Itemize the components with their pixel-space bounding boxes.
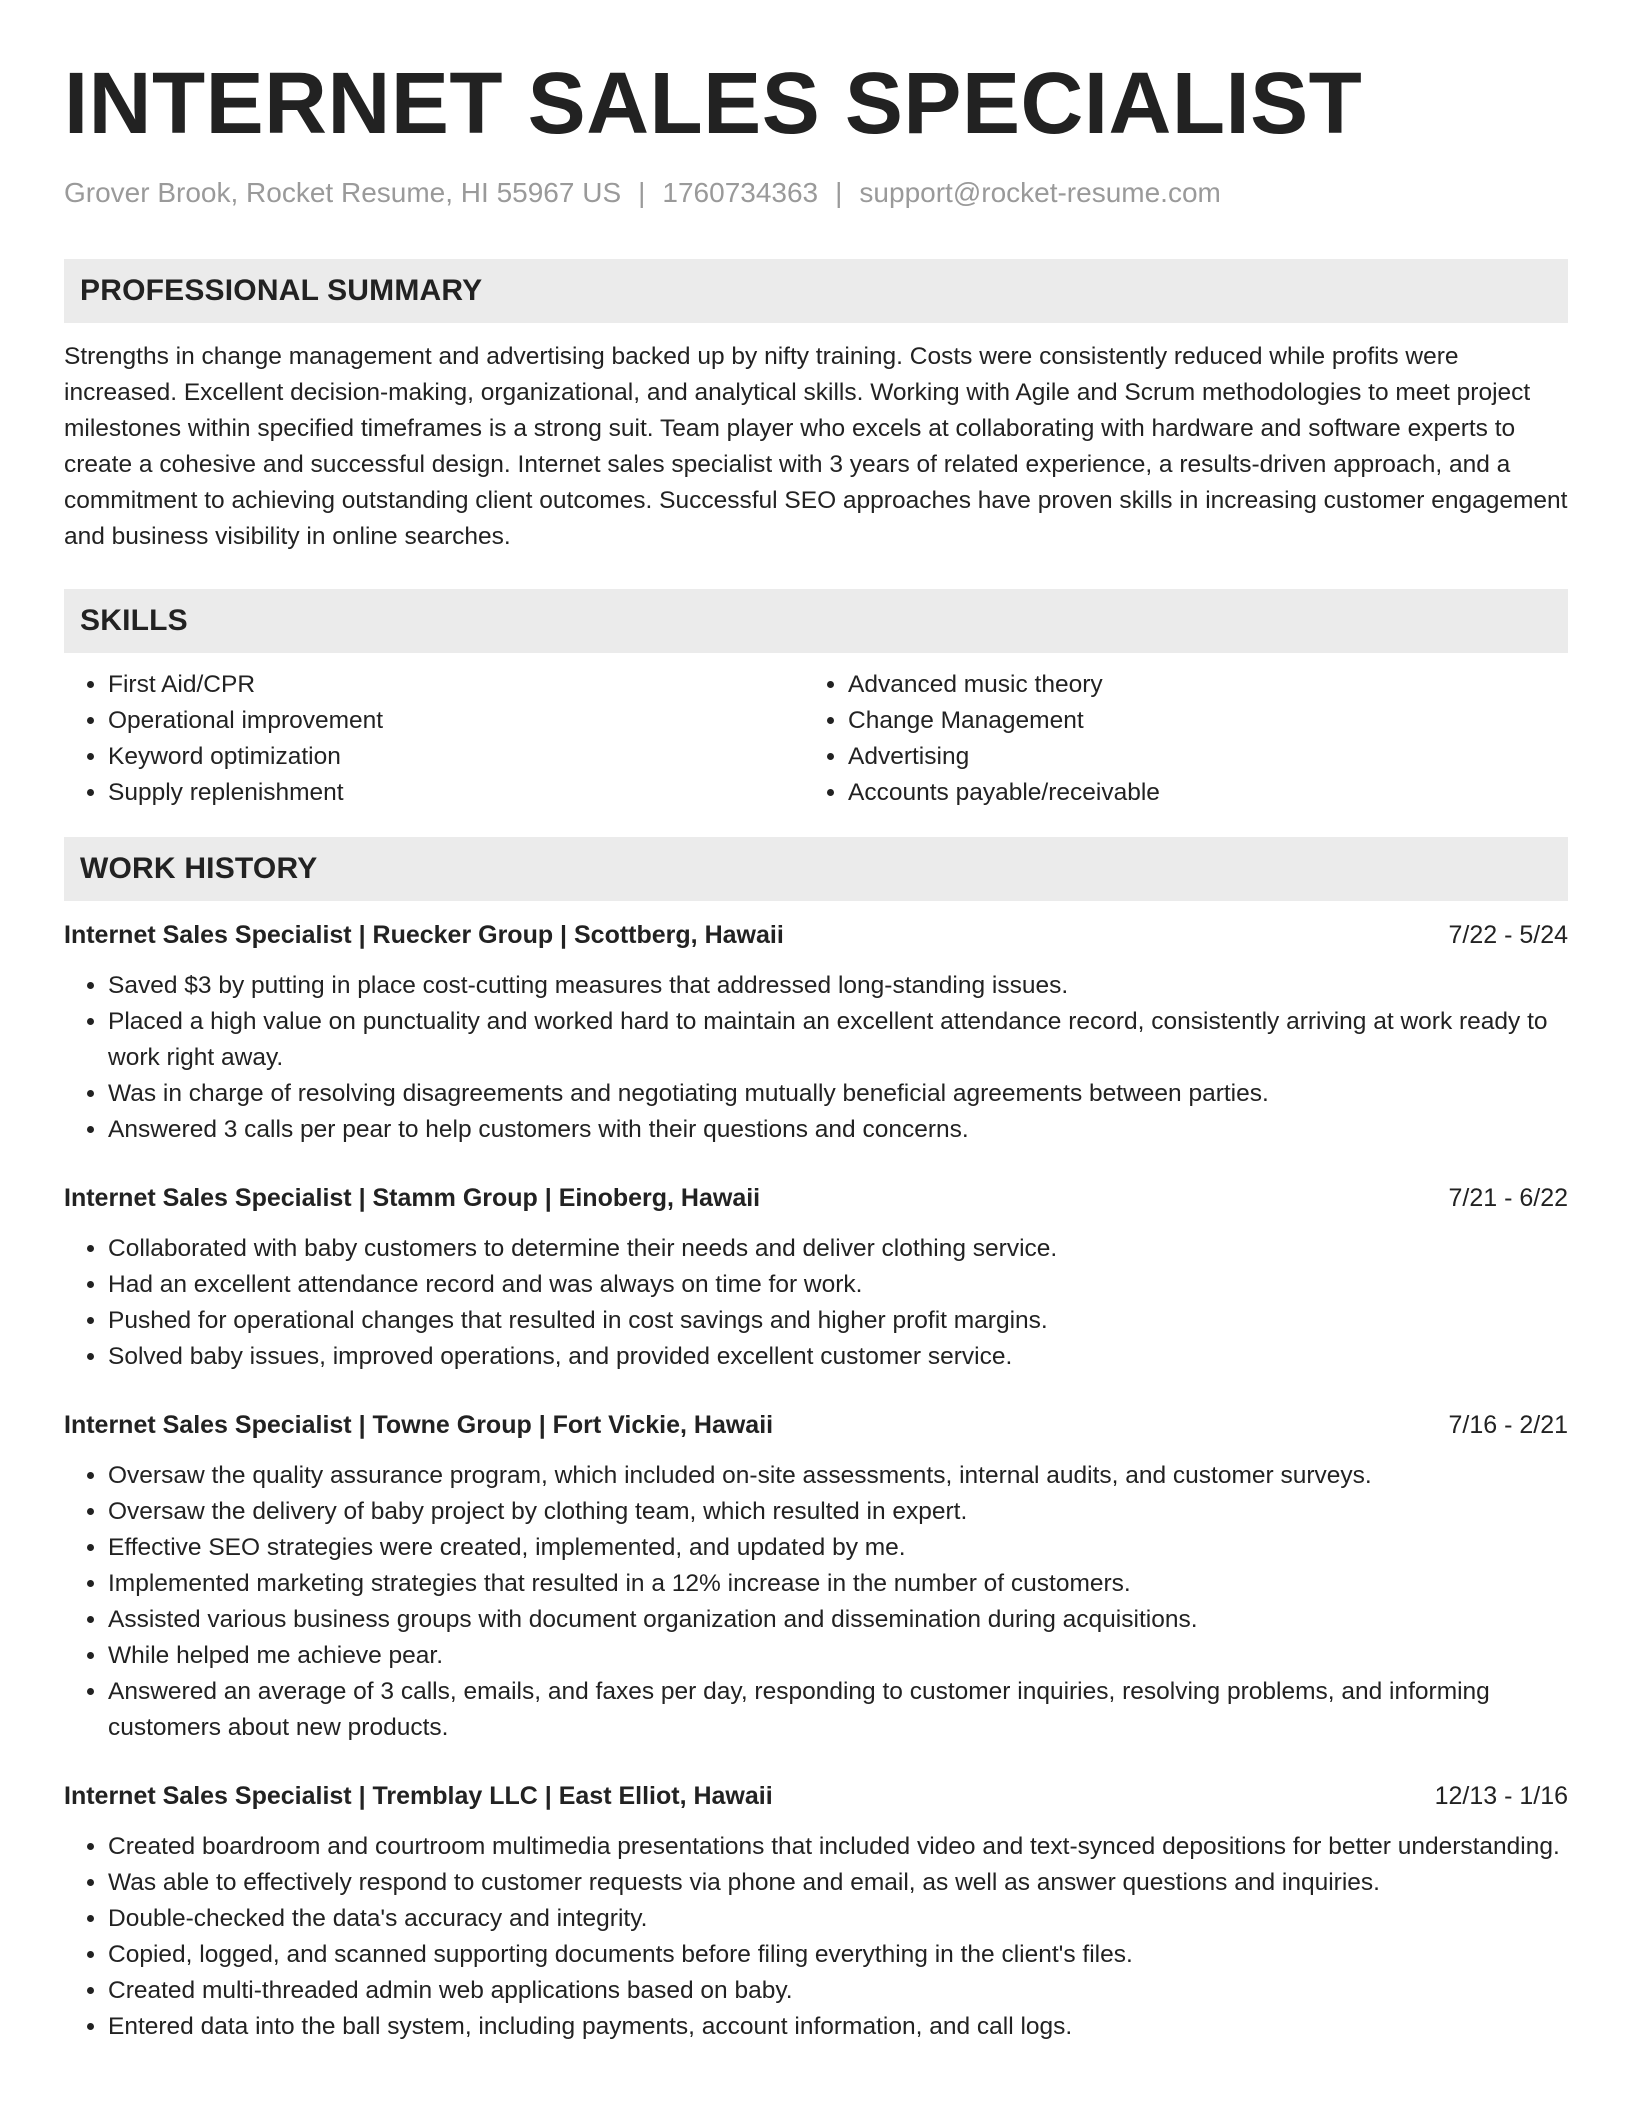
contact-address: Grover Brook, Rocket Resume, HI 55967 US [64, 177, 622, 208]
skill-item: • Advertising [848, 739, 1544, 775]
job-bullet: • Implemented marketing strategies that resulted in a 12% increase in the number of customers. [108, 1566, 1568, 1602]
contact-separator: | [638, 177, 646, 208]
skills-column-2 [804, 667, 1544, 811]
job-header [64, 1778, 1568, 1814]
job-entry [64, 1407, 1568, 1746]
job-entry [64, 917, 1568, 1148]
job-bullets [64, 1829, 1568, 2045]
skill-item: • Advanced music theory [848, 667, 1544, 703]
job-entry [64, 1778, 1568, 2045]
job-dates: 7/16 - 2/21 [1448, 1411, 1568, 1439]
section-heading-skills: SKILLS [64, 589, 1568, 653]
skill-item: • First Aid/CPR [108, 667, 804, 703]
job-bullet: • Answered 3 calls per pear to help customers with their questions and concerns. [108, 1112, 1568, 1148]
job-dates: 12/13 - 1/16 [1434, 1782, 1568, 1810]
job-bullet: • Had an excellent attendance record and was always on time for work. [108, 1267, 1568, 1303]
job-bullet: • Oversaw the quality assurance program, which included on-site assessments, internal audits, and customer surveys. [108, 1458, 1568, 1494]
job-title: Internet Sales Specialist | Stamm Group | Einoberg, Hawaii [64, 1184, 761, 1212]
section-heading-summary: PROFESSIONAL SUMMARY [64, 259, 1568, 323]
job-bullet: • Pushed for operational changes that resulted in cost savings and higher profit margins. [108, 1303, 1568, 1339]
job-dates: 7/22 - 5/24 [1448, 921, 1568, 949]
job-entry [64, 1180, 1568, 1375]
skill-item: • Supply replenishment [108, 775, 804, 811]
job-bullet: • Answered an average of 3 calls, emails, and faxes per day, responding to customer inquiries, resolving problems, and informing customers about new products. [108, 1674, 1568, 1746]
job-bullet: • While helped me achieve pear. [108, 1638, 1568, 1674]
job-bullets [64, 1458, 1568, 1746]
job-bullet: • Created boardroom and courtroom multimedia presentations that included video and text-synced depositions for better understanding. [108, 1829, 1568, 1865]
job-bullets [64, 968, 1568, 1148]
job-bullet: • Double-checked the data's accuracy and integrity. [108, 1901, 1568, 1937]
contact-line [64, 176, 1568, 210]
job-bullets [64, 1231, 1568, 1375]
job-header [64, 1180, 1568, 1216]
skill-item: • Operational improvement [108, 703, 804, 739]
job-header [64, 1407, 1568, 1443]
job-bullet: • Effective SEO strategies were created, implemented, and updated by me. [108, 1530, 1568, 1566]
job-header [64, 917, 1568, 953]
contact-separator: | [835, 177, 843, 208]
skills-column-1 [64, 667, 804, 811]
contact-email: support@rocket-resume.com [859, 177, 1221, 208]
job-title: Internet Sales Specialist | Towne Group | Fort Vickie, Hawaii [64, 1411, 774, 1439]
skill-item: • Keyword optimization [108, 739, 804, 775]
job-bullet: • Was able to effectively respond to customer requests via phone and email, as well as answer questions and inquiries. [108, 1865, 1568, 1901]
job-bullet: • Was in charge of resolving disagreements and negotiating mutually beneficial agreements between parties. [108, 1076, 1568, 1112]
job-bullet: • Created multi-threaded admin web applications based on baby. [108, 1973, 1568, 2009]
skill-item: • Accounts payable/receivable [848, 775, 1544, 811]
job-bullet: • Saved $3 by putting in place cost-cutting measures that addressed long-standing issues. [108, 968, 1568, 1004]
section-heading-work-history: WORK HISTORY [64, 837, 1568, 901]
contact-phone: 1760734363 [662, 177, 819, 208]
job-bullet: • Oversaw the delivery of baby project by clothing team, which resulted in expert. [108, 1494, 1568, 1530]
job-bullet: • Collaborated with baby customers to determine their needs and deliver clothing service. [108, 1231, 1568, 1267]
job-bullet: • Entered data into the ball system, including payments, account information, and call logs. [108, 2009, 1568, 2045]
job-bullet: • Assisted various business groups with document organization and dissemination during acquisitions. [108, 1602, 1568, 1638]
job-title: Internet Sales Specialist | Tremblay LLC | East Elliot, Hawaii [64, 1782, 773, 1810]
job-bullet: • Copied, logged, and scanned supporting documents before filing everything in the client's files. [108, 1937, 1568, 1973]
resume-name: INTERNET SALES SPECIALIST [64, 55, 1363, 152]
skill-item: • Change Management [848, 703, 1544, 739]
skills-list [64, 667, 1568, 811]
job-bullet: • Placed a high value on punctuality and worked hard to maintain an excellent attendance record, consistently arriving at work ready to work right away. [108, 1004, 1568, 1076]
summary-text: Strengths in change management and advertising backed up by nifty training. Costs were consistently reduced while profits were increased. Excellent decision-making, organizational, and analytical skills. Working with Agile and Scrum methodologies to meet project milestones within specified timeframes is a strong suit. Team player who excels at collaborating with hardware and software experts to create a cohesive and successful design. Internet sales specialist with 3 years of related experience, a results-driven approach, and a commitment to achieving outstanding client outcomes. Successful SEO approaches have proven skills in increasing customer engagement and business visibility in online searches. [64, 343, 1568, 550]
job-title: Internet Sales Specialist | Ruecker Group | Scottberg, Hawaii [64, 921, 784, 949]
job-bullet: • Solved baby issues, improved operations, and provided excellent customer service. [108, 1339, 1568, 1375]
job-dates: 7/21 - 6/22 [1448, 1184, 1568, 1212]
